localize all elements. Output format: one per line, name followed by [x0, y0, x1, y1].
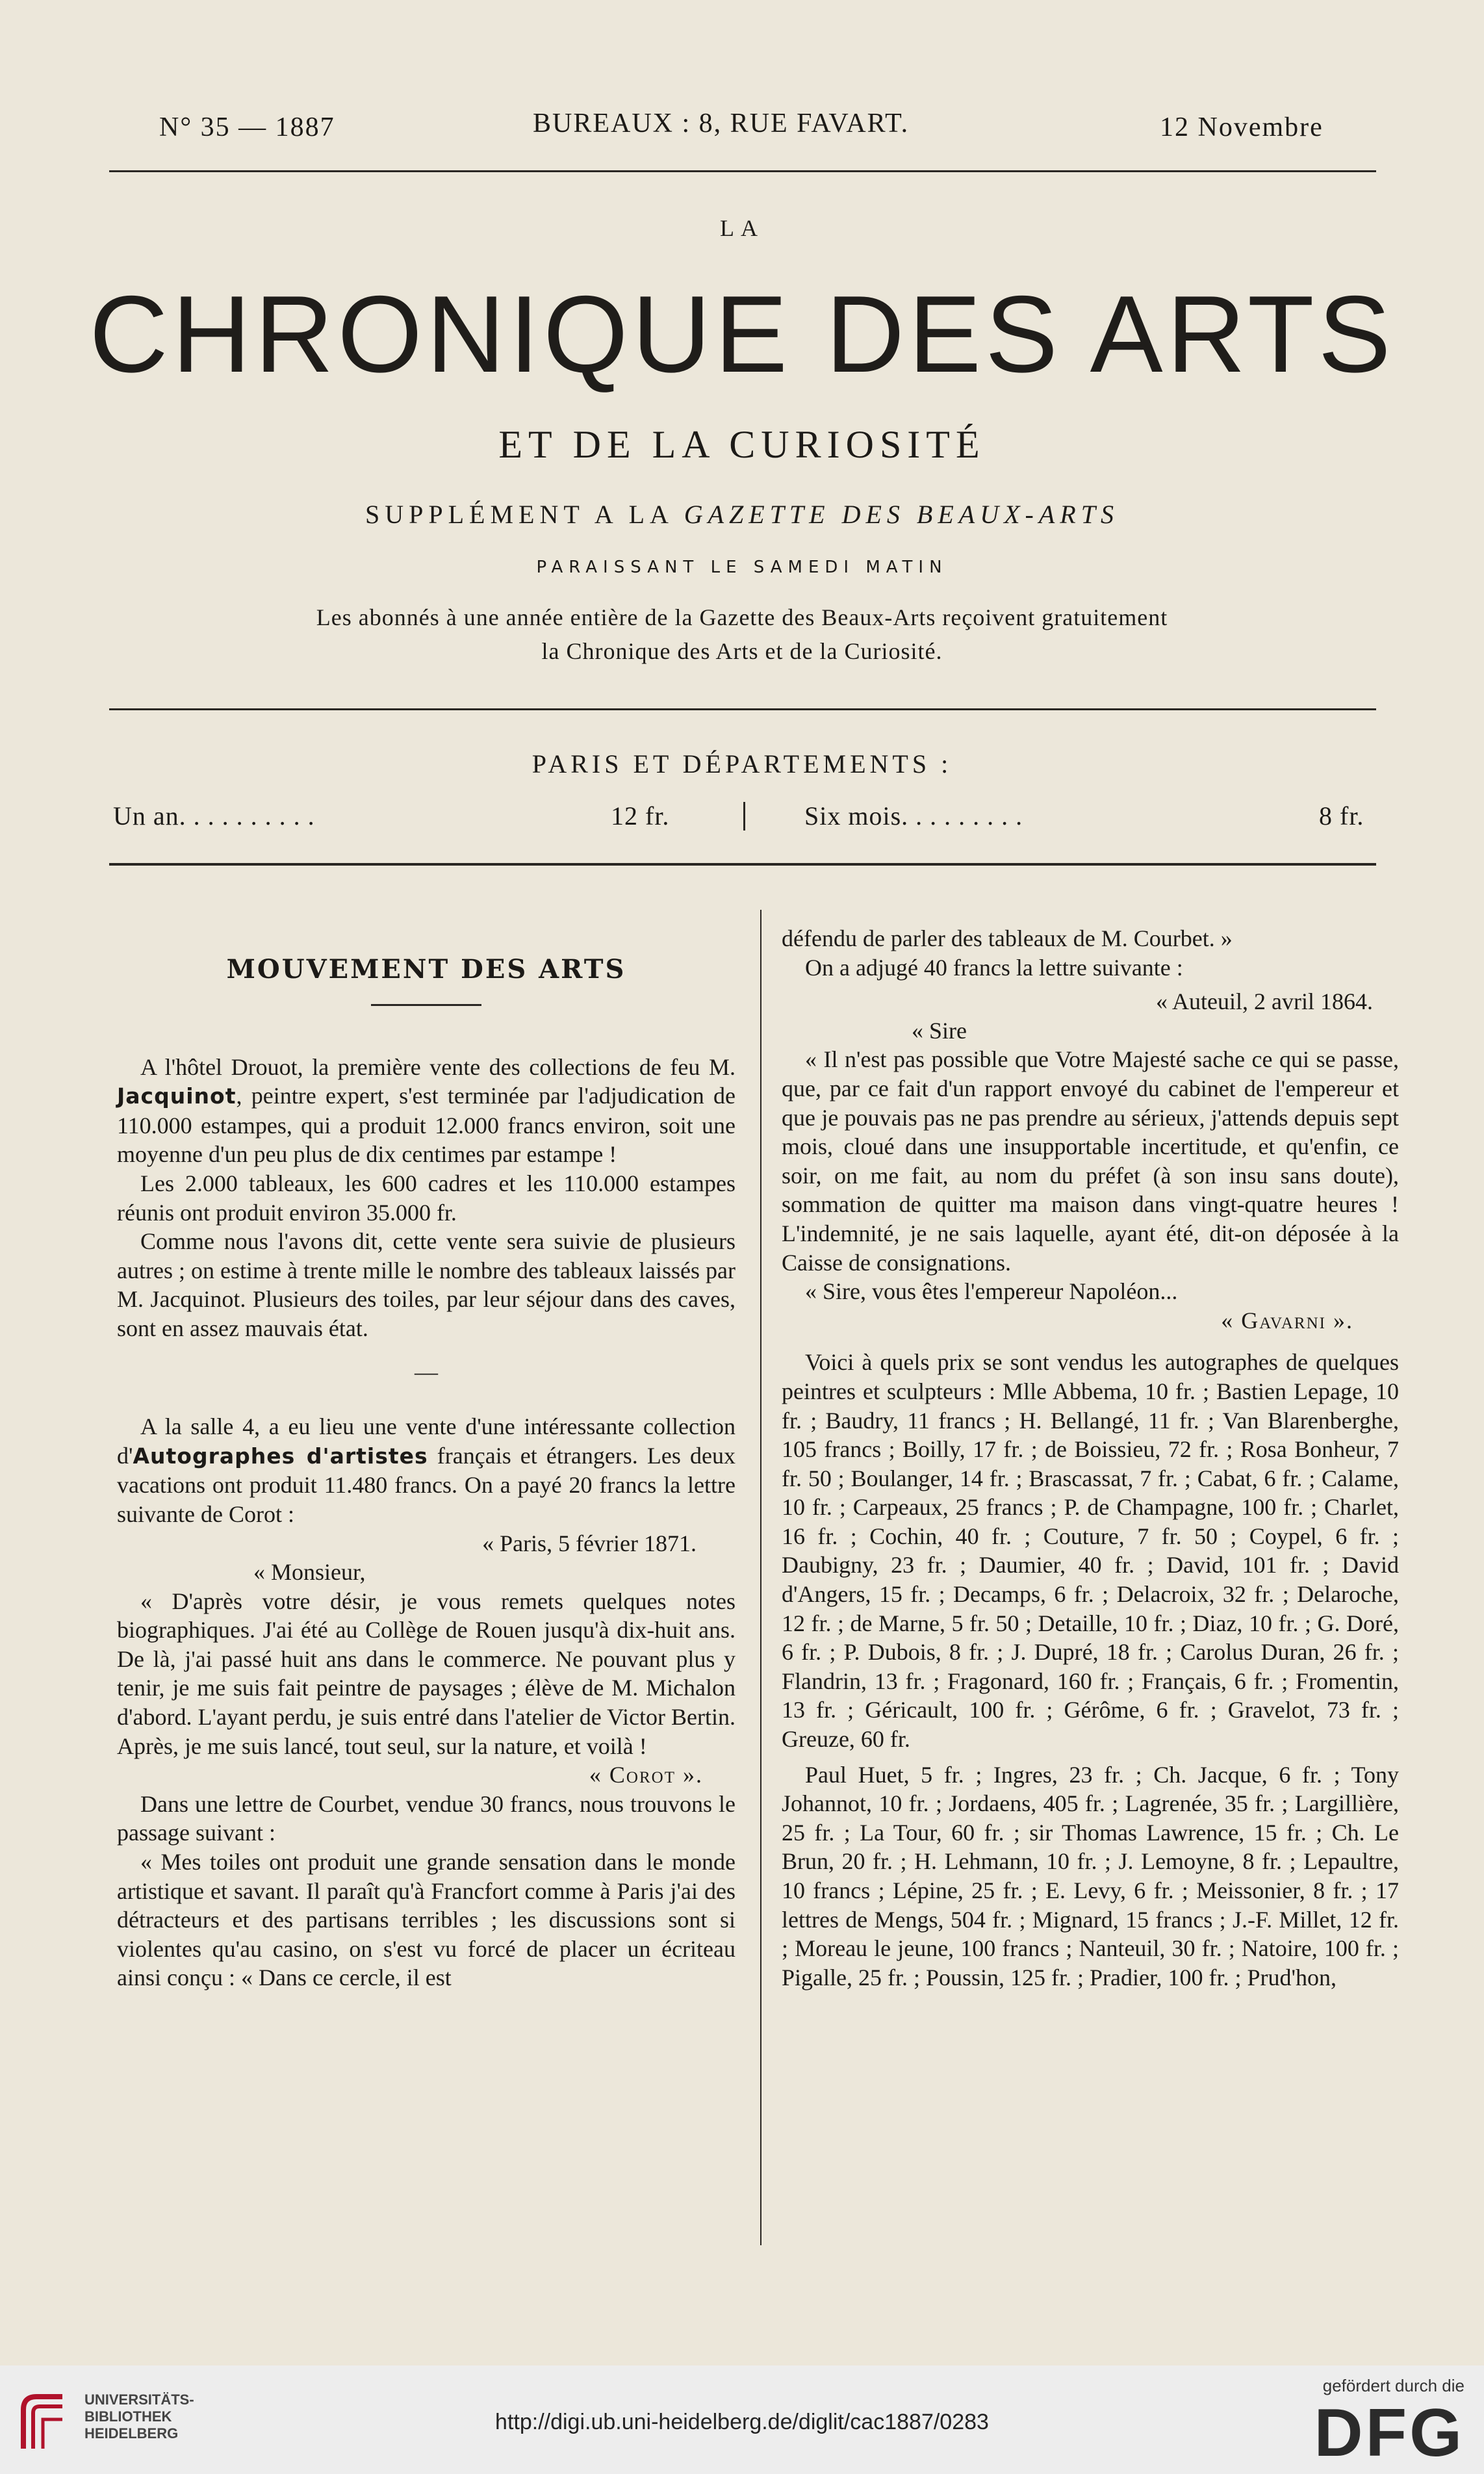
digital-library-footer	[0, 2365, 1484, 2474]
supplement-prefix: SUPPLÉMENT A LA	[365, 500, 672, 529]
paragraph-suite: Comme nous l'avons dit, cette vente sera suivie de plusieurs autres ; on estime à trente mille le nombre des tableaux laissés par M. Jacquinot. Plusieurs des toiles, par leur séjour dans des caves, sont en assez mauvais état.	[117, 1228, 736, 1341]
issue-date: 12 Novembre	[1160, 112, 1324, 142]
section-separator: —	[415, 1358, 438, 1385]
left-column	[117, 955, 736, 1992]
paragraph-autographes-prices-1: Voici à quels prix se sont vendus les autographes de quelques peintres et sculpteurs : Mlle Abbema, 10 fr. ; Bastien Lepage, 10 fr. ; Baudry, 11 francs ; H. Bellangé, 11 fr. ; Van Blarenberghe, 105 francs ; Boilly, 17 fr. ; de Boissieu, 72 fr. ; Rosa Bonheur, 7 fr. 50 ; Boulanger, 14 fr. ; Brascassat, 7 fr. ; Cabat, 6 fr. ; Calame, 10 fr. ; Carpeaux, 25 francs ; P. de Champagne, 100 fr. ; Charlet, 16 fr. ; Cochin, 40 fr. ; Couture, 7 fr. 50 ; Coypel, 6 fr. ; Daubigny, 23 fr. ; Daumier, 40 fr. ; David, 101 fr. ; David d'Angers, 15 fr. ; Decamps, 6 fr. ; Delacroix, 32 fr. ; Delaroche, 12 fr. ; de Marne, 5 fr. 50 ; Detaille, 10 fr. ; Diaz, 10 fr. ; G. Doré, 6 fr. ; P. Dubois, 8 fr. ; J. Dupré, 18 fr. ; Carolus Duran, 26 fr. ; Flandrin, 13 fr. ; Fragonard, 160 fr. ; Français, 6 fr. ; Fromentin, 13 fr. ; Géricault, 100 fr. ; Gérôme, 6 fr. ; Gravelot, 73 fr. ; Greuze, 60 fr.	[782, 1349, 1399, 1753]
column-divider	[760, 910, 761, 2245]
paragraph-drouot: A l'hôtel Drouot, la première vente des collections de feu M. Jacquinot, peintre expert, s'est terminée par l'adjudication de 110.000 estampes, qui a produit 12.000 francs environ, soit une moyenne d'un peu plus de dix centimes par estampe !	[117, 1053, 736, 1168]
masthead-subtitle: ET DE LA CURIOSITÉ	[498, 423, 986, 466]
price-year-value: 12 fr.	[611, 801, 670, 831]
autographes-label: Autographes d'artistes	[133, 1443, 428, 1469]
corot-letter: « D'après votre désir, je vous remets quelques notes biographiques. J'ai été au Collège de Rouen jusqu'à dix-huit ans. De là, j'ai passé huit ans dans le commerce. Ne pouvant plus y tenir, je me suis fait peintre de paysages ; élève de M. Michalon d'abord. L'ayant perdu, je suis entré dans l'atelier de Victor Bertin. Après, je me suis lancé, tout seul, sur la nature, et voilà !	[117, 1588, 736, 1759]
right-column	[782, 924, 1399, 1992]
pricing-divider	[743, 802, 745, 831]
publication-schedule: PARAISSANT LE SAMEDI MATIN	[536, 558, 948, 577]
gavarni-salutation: « Sire	[912, 1017, 967, 1044]
library-name: UNIVERSITÄTS- BIBLIOTHEK HEIDELBERG	[84, 2391, 194, 2442]
funding-caption: gefördert durch die	[1322, 2376, 1465, 2395]
name-jacquinot: Jacquinot	[117, 1083, 237, 1109]
issue-number: N° 35 — 1887	[159, 112, 335, 142]
price-half-value: 8 fr.	[1319, 801, 1364, 831]
header-rule	[109, 170, 1376, 172]
pricing-rule	[109, 863, 1376, 866]
gavarni-signature: « Gavarni ».	[1221, 1307, 1353, 1334]
article-title: MOUVEMENT DES ARTS	[226, 954, 626, 985]
gavarni-dateline: « Auteuil, 2 avril 1864.	[1156, 988, 1373, 1015]
corot-salutation: « Monsieur,	[253, 1559, 366, 1586]
courbet-quote: « Mes toiles ont produit une grande sensation dans le monde artistique et savant. Il paraît qu'à Francfort comme à Paris j'ai des détracteurs et des partisans terribles ; les discussions sont si violentes qu'au casino, on s'est vu forcé de placer un écriteau ainsi conçu : « Dans ce cercle, il est	[117, 1849, 736, 1991]
price-half-label: Six mois. . . . . . . . .	[804, 801, 1023, 831]
masthead-rule	[109, 708, 1376, 710]
gazette-title: GAZETTE DES BEAUX-ARTS	[684, 500, 1119, 529]
masthead-title: CHRONIQUE DES ARTS	[89, 273, 1395, 395]
gavarni-closing: « Sire, vous êtes l'empereur Napoléon...	[805, 1278, 1178, 1305]
pricing-heading: PARIS ET DÉPARTEMENTS :	[531, 749, 953, 779]
subscribers-line-1: Les abonnés à une année entière de la Gazette des Beaux-Arts reçoivent gratuitement	[316, 604, 1168, 630]
paragraph-salle: A la salle 4, a eu lieu une vente d'une intéressante collection d'Autographes d'artistes français et étrangers. Les deux vacations ont produit 11.480 francs. On a payé 20 francs la lettre suivante de Corot :	[117, 1413, 736, 1527]
corot-dateline: « Paris, 5 février 1871.	[482, 1530, 697, 1556]
paragraph-tableaux: Les 2.000 tableaux, les 600 cadres et les 110.000 estampes réunis ont produit environ 35.000 fr.	[117, 1170, 736, 1226]
courbet-quote-end: défendu de parler des tableaux de M. Courbet. »	[782, 925, 1233, 951]
paragraph-courbet-intro: Dans une lettre de Courbet, vendue 30 francs, nous trouvons le passage suivant :	[117, 1790, 736, 1846]
subscribers-line-2: la Chronique des Arts et de la Curiosité.	[541, 638, 943, 664]
paragraph-autographes-prices-2: Paul Huet, 5 fr. ; Ingres, 23 fr. ; Ch. Jacque, 6 fr. ; Tony Johannot, 10 fr. ; Jordaens, 405 fr. ; Lagrenée, 35 fr. ; Largillière, 25 fr. ; La Tour, 60 fr. ; sir Thomas Lawrence, 15 fr. ; Ch. Le Brun, 20 fr. ; H. Lehmann, 10 fr. ; J. Lemoyne, 8 fr. ; Lepaultre, 10 francs ; Lépine, 25 fr. ; E. Levy, 6 fr. ; Meissonier, 8 fr. ; 17 lettres de Mengs, 504 fr. ; Mignard, 15 francs ; J.-F. Millet, 12 fr. ; Moreau le jeune, 100 francs ; Nanteuil, 30 fr. ; Natoire, 100 fr. ; Pigalle, 25 fr. ; Poussin, 125 fr. ; Pradier, 100 fr. ; Prud'hon,	[782, 1761, 1399, 1991]
gavarni-letter: « Il n'est pas possible que Votre Majesté sache ce qui se passe, que, par ce fait d'un rapport envoyé du cabinet de l'empereur et que je pouvais pas ne pas prendre au sérieux, j'attends depuis sept mois, cloué dans une insupportable incertitude, et qu'enfin, ce soir, on me fait, au nom du préfet (à son insu sans doute), sommation de quitter ma maison dans vingt-quatre heures ! L'indemnité, je ne sais laquelle, ayant été, dit-on déposée à la Caisse de consignations.	[782, 1046, 1399, 1276]
bureaux-address: BUREAUX : 8, RUE FAVART.	[533, 109, 910, 138]
masthead-la: LA	[720, 215, 764, 241]
source-url-link[interactable]: http://digi.ub.uni-heidelberg.de/diglit/cac1887/0283	[495, 2410, 989, 2434]
corot-signature: « Corot ».	[589, 1762, 703, 1788]
title-rule	[371, 1004, 481, 1006]
dfg-logo: DFG	[1314, 2395, 1465, 2471]
paragraph-adjuge: On a adjugé 40 francs la lettre suivante :	[805, 954, 1183, 981]
price-year-label: Un an. . . . . . . . . .	[113, 801, 315, 831]
subscribers-note	[0, 600, 1484, 668]
supplement-line	[0, 499, 1484, 530]
